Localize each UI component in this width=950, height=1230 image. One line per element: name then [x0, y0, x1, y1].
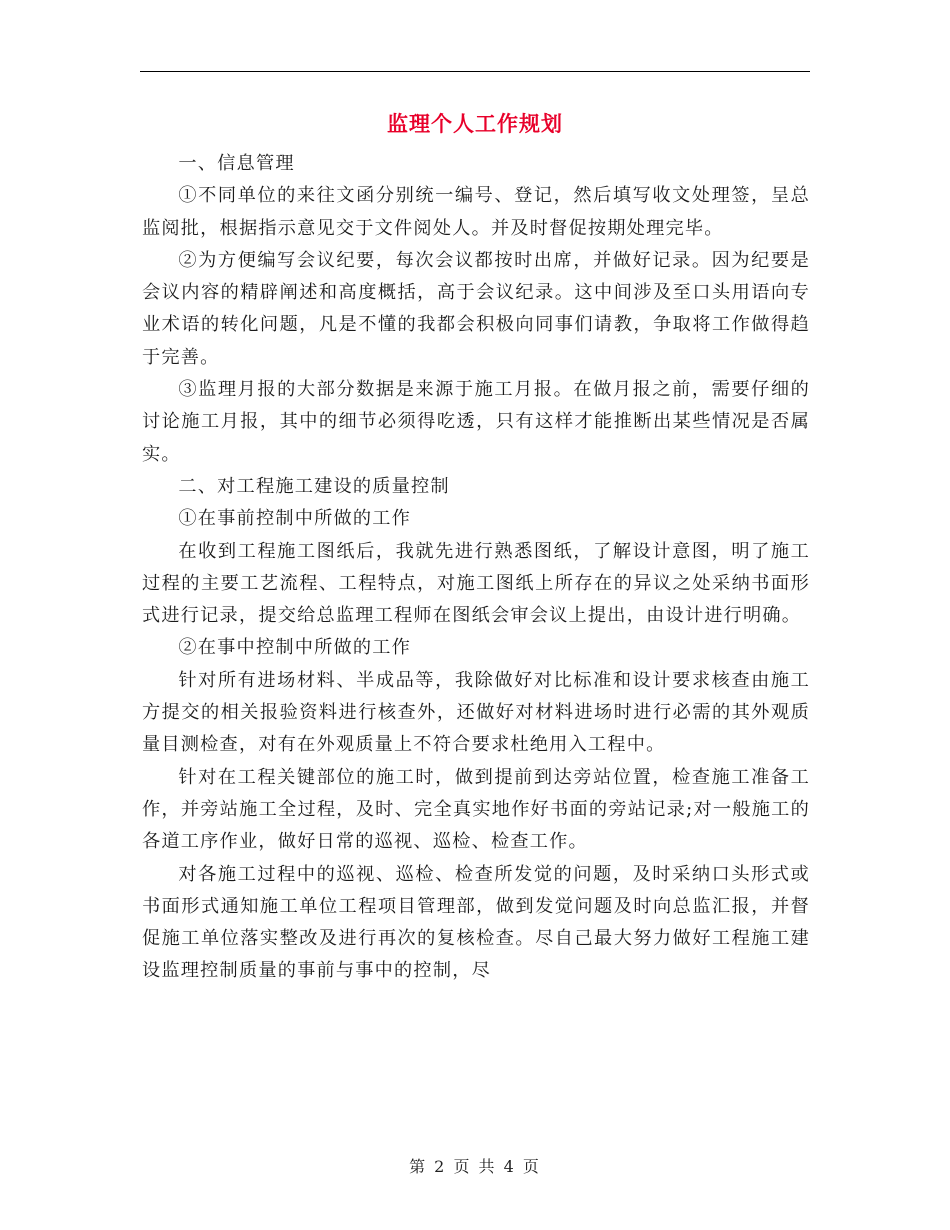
page-number-footer: 第 2 页 共 4 页	[409, 1157, 541, 1176]
paragraph: 针对在工程关键部位的施工时，做到提前到达旁站位置，检查施工准备工作，并旁站施工全过程，及时、完全真实地作好书面的旁站记录;对一般施工的各道工序作业，做好日常的巡视、巡检、检查工作。	[142, 766, 810, 853]
paragraph: 对各施工过程中的巡视、巡检、检查所发觉的问题，及时采纳口头形式或书面形式通知施工单位工程项目管理部，做到发觉问题及时向总监汇报，并督促施工单位落实整改及进行再次的复核检查。尽自己最大努力做好工程施工建设监理控制质量的事前与事中的控制，尽	[142, 863, 810, 982]
subsection-heading: ②在事中控制中所做的工作	[178, 637, 412, 659]
paragraph: 在收到工程施工图纸后，我就先进行熟悉图纸，了解设计意图，明了施工过程的主要工艺流程、工程特点，对施工图纸上所存在的异议之处采纳书面形式进行记录，提交给总监理工程师在图纸会审会议上提出，由设计进行明确。	[142, 540, 810, 627]
document-body	[142, 148, 810, 988]
paragraph: ②为方便编写会议纪要，每次会议都按时出席，并做好记录。因为纪要是会议内容的精辟阐述和高度概括，高于会议纪录。这中间涉及至口头用语向专业术语的转化问题，凡是不懂的我都会积极向同事们请教，争取将工作做得趋于完善。	[142, 249, 810, 368]
section-heading: 一、信息管理	[178, 153, 295, 174]
paragraph: 针对所有进场材料、半成品等，我除做好对比标准和设计要求核查由施工方提交的相关报验资料进行核查外，还做好对材料进场时进行必需的其外观质量目测检查，对有在外观质量上不符合要求杜绝用入工程中。	[142, 669, 810, 756]
subsection-heading: ①在事前控制中所做的工作	[178, 508, 412, 530]
paragraph: ③监理月报的大部分数据是来源于施工月报。在做月报之前，需要仔细的讨论施工月报，其中的细节必须得吃透，只有这样才能推断出某些情况是否属实。	[142, 379, 810, 465]
paragraph: ①不同单位的来往文函分别统一编号、登记，然后填写收文处理签，呈总监阅批，根据指示意见交于文件阅处人。并及时督促按期处理完毕。	[142, 185, 810, 239]
page-title: 监理个人工作规划	[387, 111, 563, 136]
header-rule	[140, 71, 810, 72]
section-heading: 二、对工程施工建设的质量控制	[178, 475, 450, 497]
